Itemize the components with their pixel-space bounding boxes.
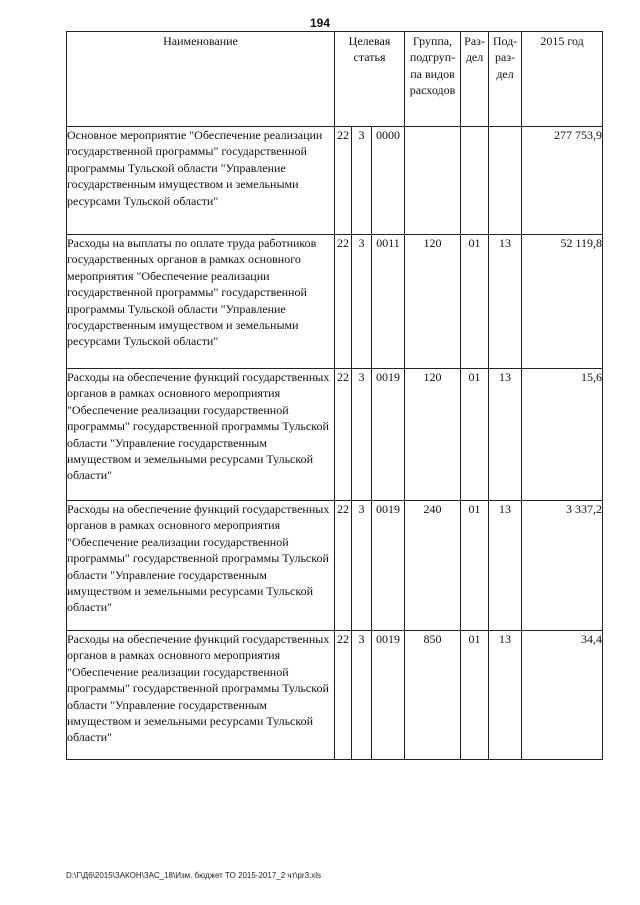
section-code (461, 127, 489, 235)
expense-group (405, 127, 461, 235)
article-code-1: 22 (335, 501, 352, 631)
article-code-1: 22 (335, 127, 352, 235)
article-code-3: 0011 (372, 235, 405, 369)
table-row (67, 369, 603, 501)
table-row (67, 235, 603, 369)
amount-2015: 15,6 (522, 369, 603, 501)
article-code-1: 22 (335, 631, 352, 760)
article-code-2: 3 (352, 235, 372, 369)
article-code-2: 3 (352, 501, 372, 631)
expense-group: 850 (405, 631, 461, 760)
expense-group: 120 (405, 369, 461, 501)
subsection-code: 13 (489, 235, 522, 369)
article-code-1: 22 (335, 235, 352, 369)
section-code: 01 (461, 369, 489, 501)
amount-2015: 3 337,2 (522, 501, 603, 631)
file-path-footer: D:\Г\Д6\2015\ЗАКОН\ЗАС_18\Изм. бюджет ТО 2015-2017_2 чт\pr3.xls (66, 871, 322, 880)
article-code-3: 0019 (372, 501, 405, 631)
table-header-row (67, 32, 603, 127)
subsection-code (489, 127, 522, 235)
section-code: 01 (461, 631, 489, 760)
article-code-3: 0000 (372, 127, 405, 235)
section-code: 01 (461, 235, 489, 369)
subsection-code: 13 (489, 501, 522, 631)
table-row (67, 127, 603, 235)
header-section: Раз- дел (461, 32, 489, 127)
row-name: Расходы на обеспечение функций государственных органов в рамках основного мероприятия "Обеспечение реализации государственной программы" государственной программы Тульской области "Управление государственным имуществом и земельными ресурсами Тульской области" (67, 631, 335, 760)
row-name: Расходы на выплаты по оплате труда работников государственных органов в рамках основного мероприятия "Обеспечение реализации государственной программы" государственной программы Тульской области "Управление государственным имуществом и земельными ресурсами Тульской области" (67, 235, 335, 369)
subsection-code: 13 (489, 369, 522, 501)
table-row (67, 501, 603, 631)
header-name: Наименование (67, 32, 335, 127)
article-code-2: 3 (352, 369, 372, 501)
row-name: Расходы на обеспечение функций государственных органов в рамках основного мероприятия "Обеспечение реализации государственной программы" государственной программы Тульской области "Управление государственным имуществом и земельными ресурсами Тульской области" (67, 369, 335, 501)
amount-2015: 34,4 (522, 631, 603, 760)
header-target-article: Целевая статья (335, 32, 405, 127)
table-row (67, 631, 603, 760)
page-number: 194 (309, 16, 331, 30)
amount-2015: 52 119,8 (522, 235, 603, 369)
header-subsection: Под- раз- дел (489, 32, 522, 127)
section-code: 01 (461, 501, 489, 631)
header-expense-group: Группа, подгруп- па видов расходов (405, 32, 461, 127)
amount-2015: 277 753,9 (522, 127, 603, 235)
article-code-3: 0019 (372, 369, 405, 501)
article-code-2: 3 (352, 127, 372, 235)
header-year: 2015 год (522, 32, 603, 127)
expense-group: 120 (405, 235, 461, 369)
article-code-1: 22 (335, 369, 352, 501)
article-code-2: 3 (352, 631, 372, 760)
row-name: Основное мероприятие "Обеспечение реализации государственной программы" государственной программы Тульской области "Управление государственным имуществом и земельными ресурсами Тульской области" (67, 127, 335, 235)
article-code-3: 0019 (372, 631, 405, 760)
budget-table (66, 31, 603, 760)
subsection-code: 13 (489, 631, 522, 760)
row-name: Расходы на обеспечение функций государственных органов в рамках основного мероприятия "Обеспечение реализации государственной программы" государственной программы Тульской области "Управление государственным имуществом и земельными ресурсами Тульской области" (67, 501, 335, 631)
expense-group: 240 (405, 501, 461, 631)
